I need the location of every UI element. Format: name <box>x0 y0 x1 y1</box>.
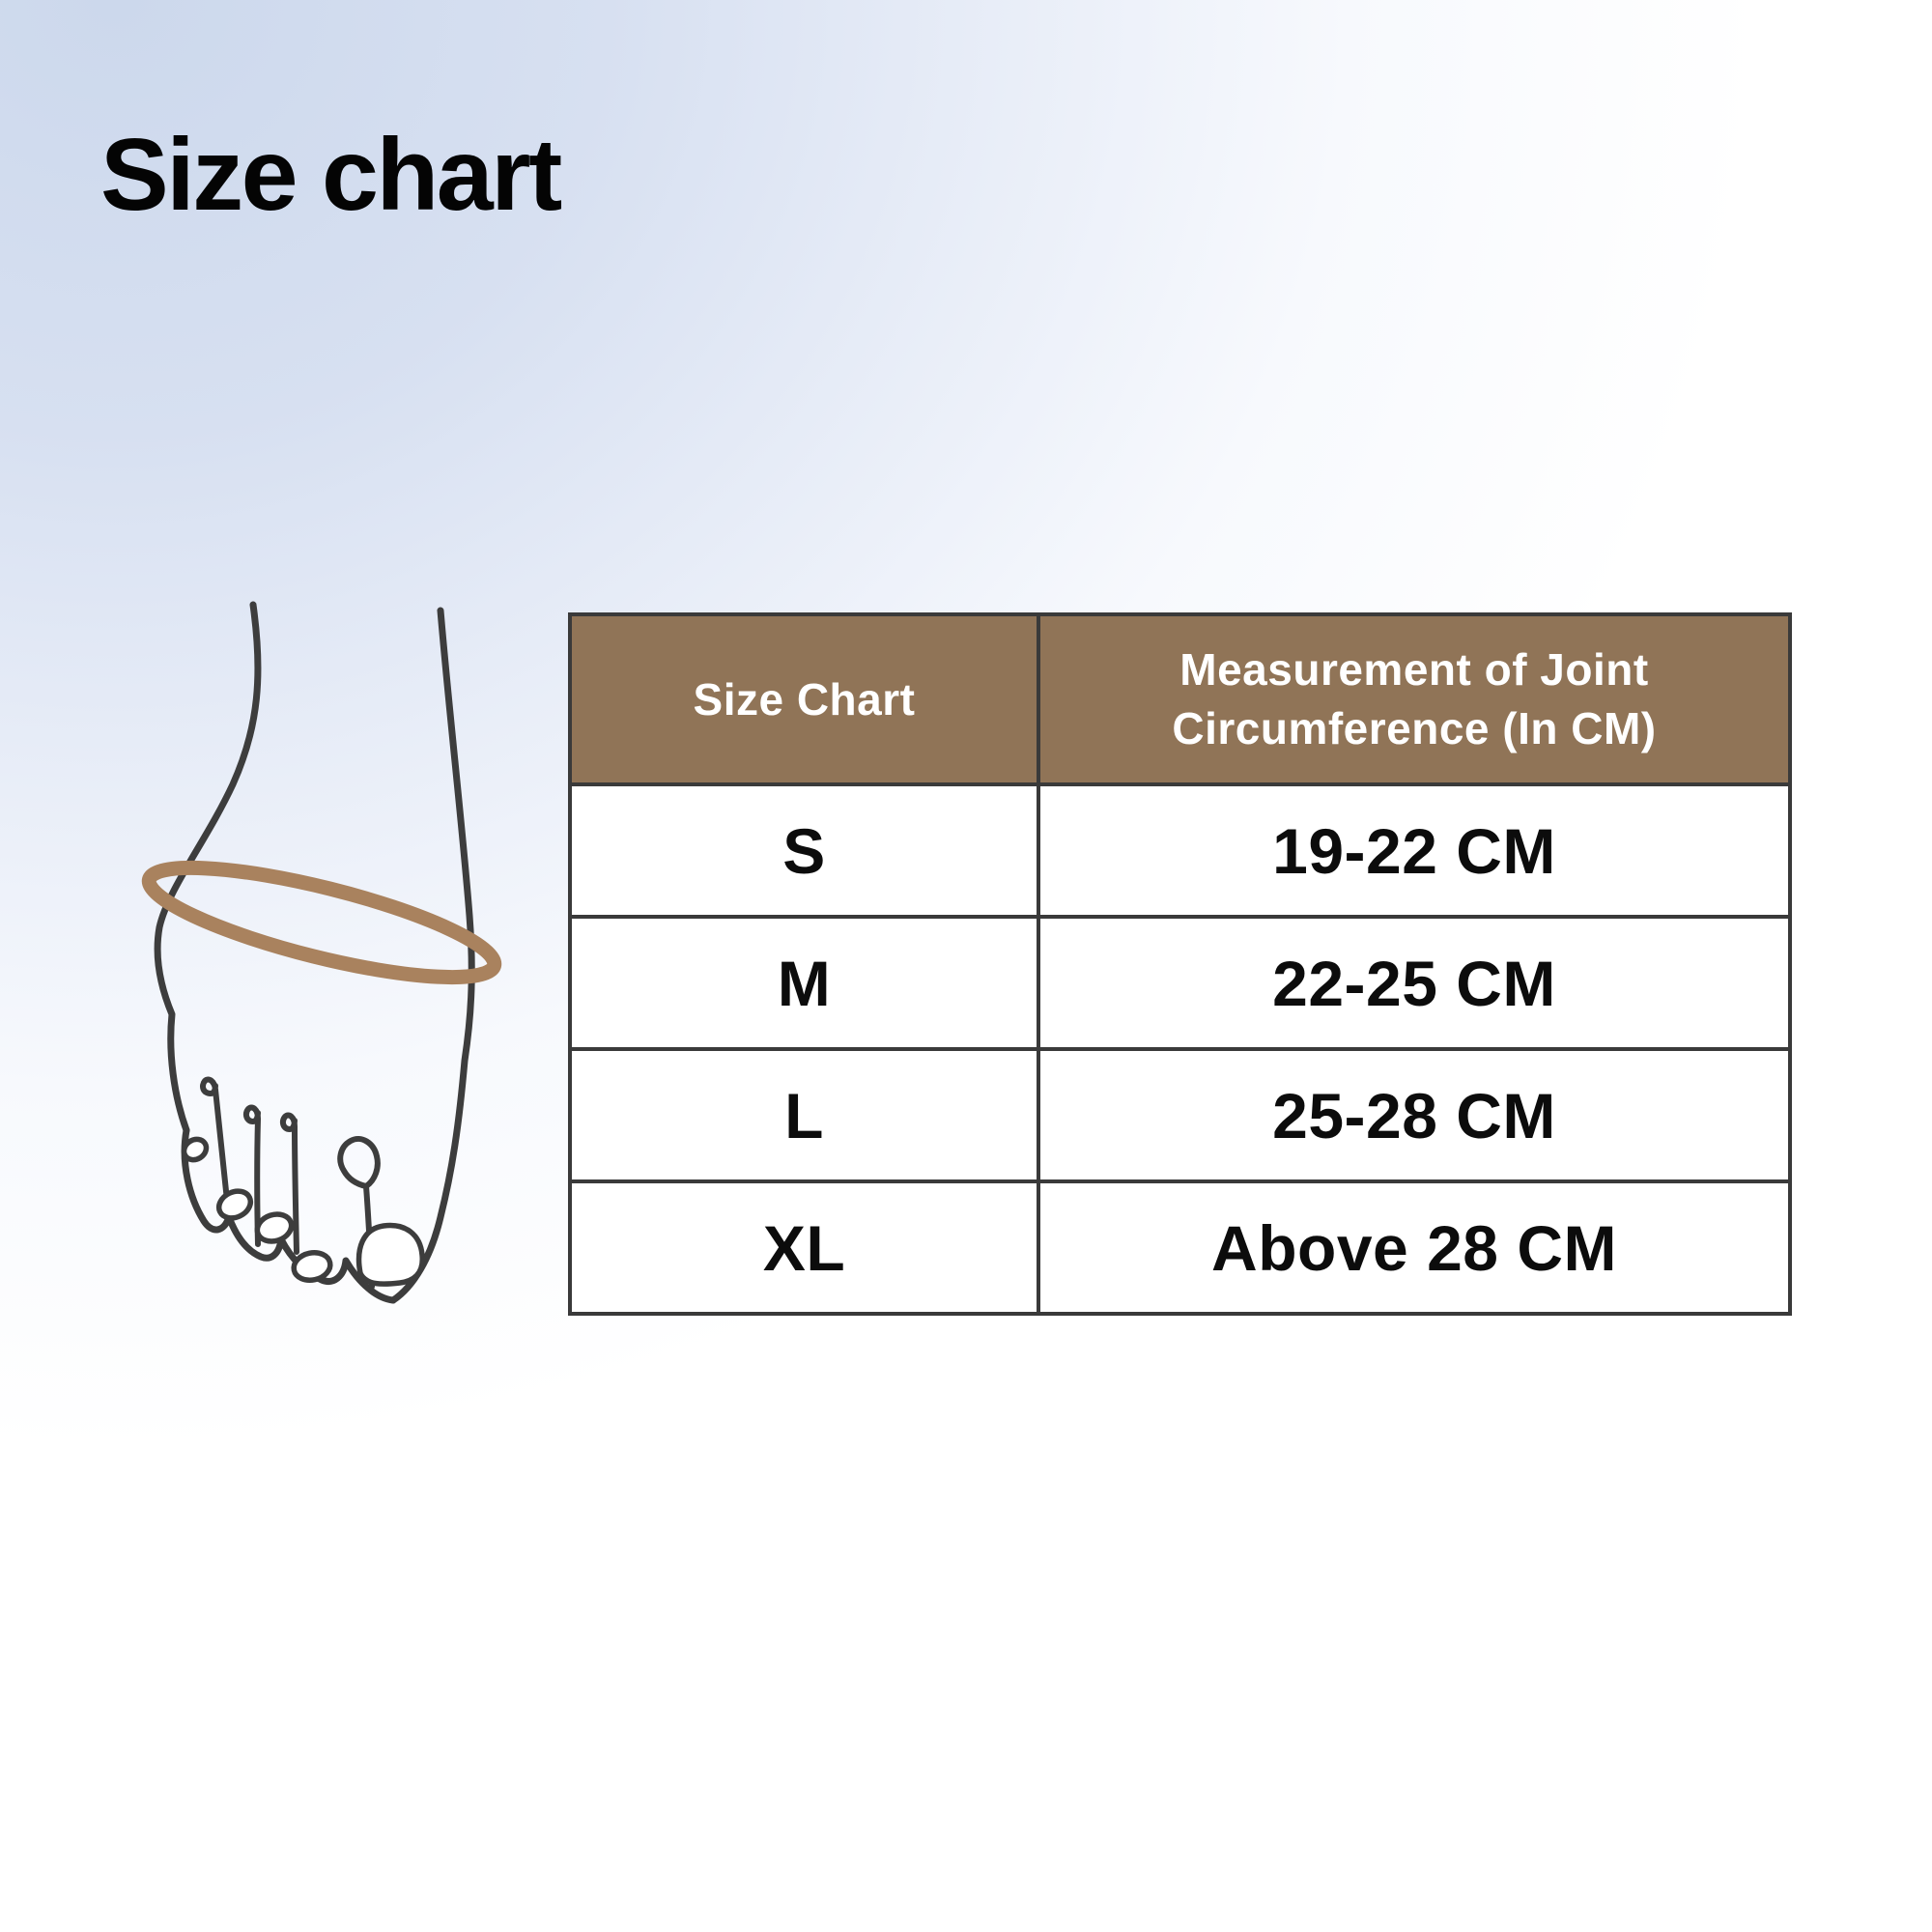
measurement-band-icon <box>141 846 502 1000</box>
size-cell: XL <box>570 1181 1038 1314</box>
measurement-cell: 19-22 CM <box>1038 784 1790 917</box>
table-row <box>570 784 1790 917</box>
header-measurement: Measurement of Joint Circumference (In CM) <box>1038 614 1790 784</box>
measurement-cell: Above 28 CM <box>1038 1181 1790 1314</box>
header-size-chart: Size Chart <box>570 614 1038 784</box>
size-cell: L <box>570 1049 1038 1181</box>
table-row <box>570 1181 1790 1314</box>
foot-illustration <box>114 597 551 1370</box>
table-row <box>570 1049 1790 1181</box>
table-row <box>570 917 1790 1049</box>
foot-right-outline <box>393 611 471 1300</box>
table-header-row <box>570 614 1790 784</box>
foot-drawing <box>114 597 551 1370</box>
size-chart-table <box>568 612 1792 1316</box>
size-cell: S <box>570 784 1038 917</box>
size-cell: M <box>570 917 1038 1049</box>
page-title: Size chart <box>100 118 560 233</box>
toenails <box>181 1135 423 1284</box>
measurement-cell: 22-25 CM <box>1038 917 1790 1049</box>
measurement-cell: 25-28 CM <box>1038 1049 1790 1181</box>
